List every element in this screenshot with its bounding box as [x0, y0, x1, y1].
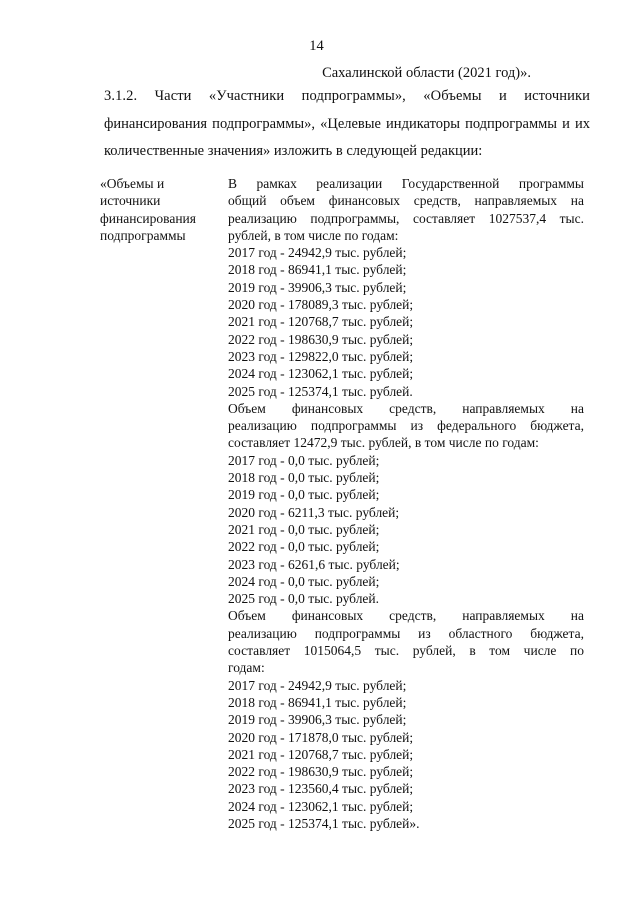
label-line: подпрограммы [100, 227, 186, 243]
intro-line-4: количественные значения» изложить в следующей редакции: [104, 143, 483, 159]
label-line: «Объемы и [100, 176, 165, 191]
regional-paragraph-line: годам: [228, 660, 265, 676]
regional-paragraph-line: составляет 1015064,5 тыс. рублей, в том числе по [228, 643, 584, 659]
federal-year-row: 2019 год - 0,0 тыс. рублей; [228, 487, 380, 503]
regional-year-row: 2017 год - 24942,9 тыс. рублей; [228, 677, 407, 693]
federal-year-row: 2021 год - 0,0 тыс. рублей; [228, 521, 380, 537]
regional-year-row: 2022 год - 198630,9 тыс. рублей; [228, 764, 414, 780]
regional-year-row: 2023 год - 123560,4 тыс. рублей; [228, 781, 414, 797]
federal-paragraph-line: составляет 12472,9 тыс. рублей, в том числе по годам: [228, 435, 539, 451]
regional-paragraph-line: реализацию подпрограммы из областного бюджета, [228, 625, 584, 641]
total-year-row: 2021 год - 120768,7 тыс. рублей; [228, 314, 414, 330]
intro-line-2: 3.1.2. Части «Участники подпрограммы», «Объемы и источники [104, 88, 590, 104]
total-year-row: 2022 год - 198630,9 тыс. рублей; [228, 331, 414, 347]
total-year-row: 2019 год - 39906,3 тыс. рублей; [228, 279, 407, 295]
total-year-row: 2020 год - 178089,3 тыс. рублей; [228, 297, 414, 313]
federal-year-row: 2025 год - 0,0 тыс. рублей. [228, 591, 380, 607]
intro-line-3: финансирования подпрограммы», «Целевые индикаторы подпрограммы и их [104, 116, 590, 132]
total-year-row: 2018 год - 86941,1 тыс. рублей; [228, 262, 407, 278]
regional-year-row: 2024 год - 123062,1 тыс. рублей; [228, 798, 414, 814]
regional-year-row: 2020 год - 171878,0 тыс. рублей; [228, 729, 414, 745]
total-paragraph-line: реализацию подпрограммы, составляет 1027537,4 тыс. [228, 210, 584, 226]
total-year-row: 2023 год - 129822,0 тыс. рублей; [228, 348, 414, 364]
federal-year-row: 2023 год - 6261,6 тыс. рублей; [228, 556, 400, 572]
section-label [100, 175, 212, 244]
intro-line-1: Сахалинской области (2021 год)». [322, 65, 531, 81]
total-year-row: 2024 год - 123062,1 тыс. рублей; [228, 366, 414, 382]
total-paragraph-line: общий объем финансовых средств, направляемых на [228, 193, 584, 209]
page-number: 14 [309, 38, 324, 54]
regional-year-row: 2025 год - 125374,1 тыс. рублей». [228, 815, 420, 831]
label-line: финансирования [100, 210, 196, 226]
federal-paragraph-line: Объем финансовых средств, направляемых на [228, 400, 584, 416]
federal-paragraph-line: реализацию подпрограммы из федерального бюджета, [228, 418, 584, 434]
regional-year-row: 2021 год - 120768,7 тыс. рублей; [228, 746, 414, 762]
federal-year-row: 2020 год - 6211,3 тыс. рублей; [228, 504, 400, 520]
regional-year-row: 2018 год - 86941,1 тыс. рублей; [228, 694, 407, 710]
regional-paragraph-line: Объем финансовых средств, направляемых на [228, 608, 584, 624]
total-year-row: 2017 год - 24942,9 тыс. рублей; [228, 245, 407, 261]
funding-content [228, 175, 584, 832]
total-paragraph-line: рублей, в том числе по годам: [228, 227, 399, 243]
federal-year-row: 2024 год - 0,0 тыс. рублей; [228, 573, 380, 589]
regional-year-row: 2019 год - 39906,3 тыс. рублей; [228, 712, 407, 728]
federal-year-row: 2017 год - 0,0 тыс. рублей; [228, 452, 380, 468]
federal-year-row: 2018 год - 0,0 тыс. рублей; [228, 470, 380, 486]
federal-year-row: 2022 год - 0,0 тыс. рублей; [228, 539, 380, 555]
label-line: источники [100, 193, 161, 209]
total-year-row: 2025 год - 125374,1 тыс. рублей. [228, 383, 413, 399]
total-paragraph-line: В рамках реализации Государственной программы [228, 176, 584, 191]
